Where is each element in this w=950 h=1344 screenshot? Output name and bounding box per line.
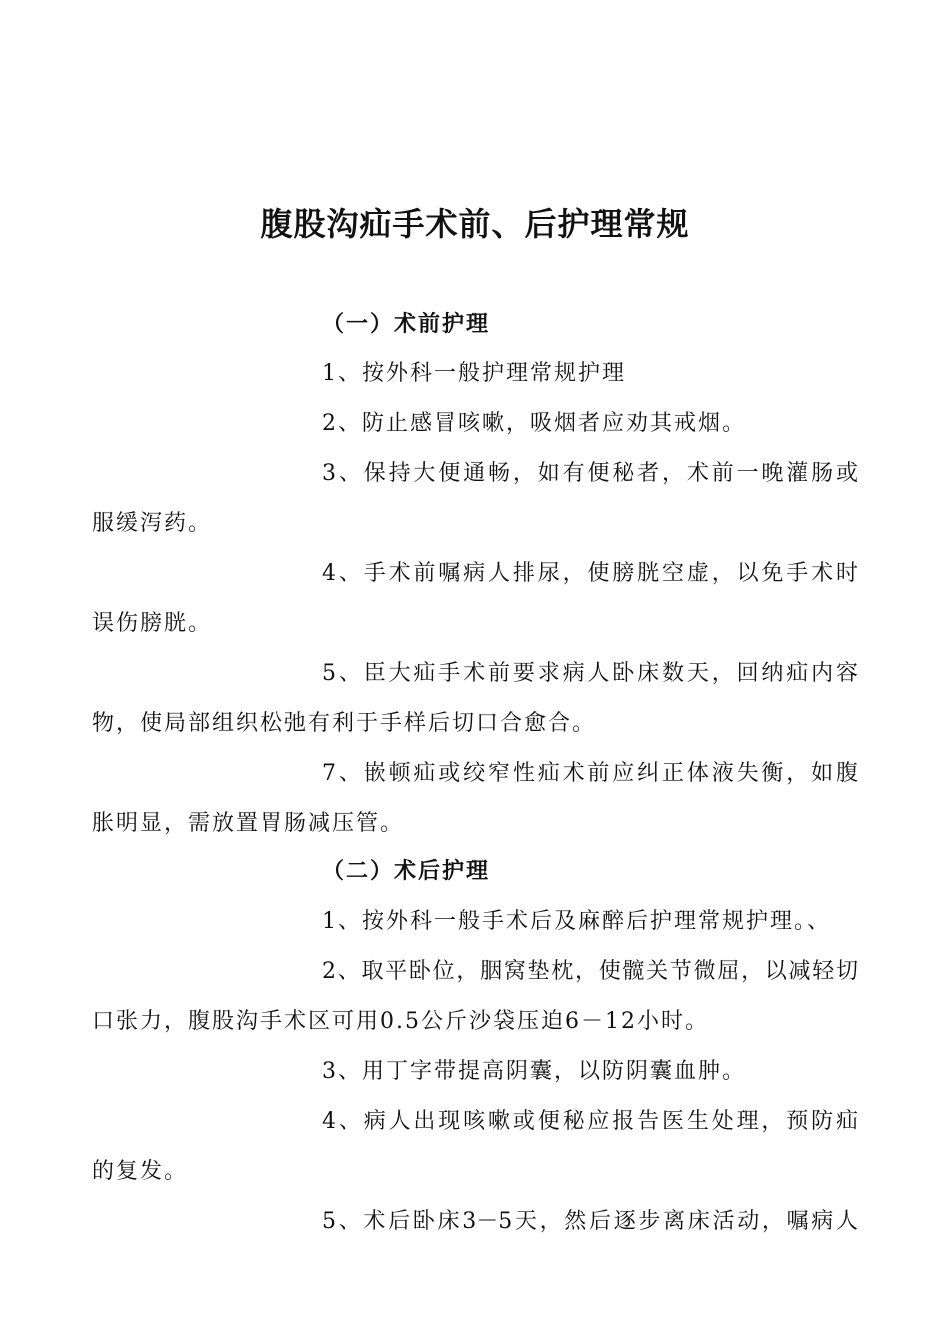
section-heading-preop: （一）术前护理 [322,312,491,337]
paragraph-line: 5、术后卧床3－5天，然后逐步离床活动，嘱病人 [322,1209,858,1234]
paragraph-line: 1、按外科一般手术后及麻醉后护理常规护理。、 [322,909,831,934]
paragraph-line: 口张力，腹股沟手术区可用0.5公斤沙袋压迫6－12小时。 [92,1009,709,1034]
paragraph-line: 胀明显，需放置胃肠减压管。 [92,811,405,836]
paragraph-line: 物，使局部组织松弛有利于手样后切口合愈合。 [92,711,597,736]
paragraph-line: 2、防止感冒咳嗽，吸烟者应劝其戒烟。 [322,411,746,436]
paragraph-line: 1、按外科一般护理常规护理 [322,361,626,386]
paragraph-line: 2、取平卧位，胭窝垫枕，使髋关节微屈，以减轻切 [322,959,858,984]
paragraph-line: 5、臣大疝手术前要求病人卧床数天，回纳疝内容 [322,661,858,686]
paragraph-line: 的复发。 [92,1159,189,1184]
paragraph-line: 3、保持大便通畅，如有便秘者，术前一晚灌肠或 [322,461,858,486]
paragraph-line: 7、嵌顿疝或绞窄性疝术前应纠正体液失衡，如腹 [322,761,858,786]
paragraph-line: 误伤膀胱。 [92,611,213,636]
paragraph-line: 服缓泻药。 [92,511,213,536]
document-title: 腹股沟疝手术前、后护理常规 [260,205,690,243]
paragraph-line: 3、用丁字带提高阴囊，以防阴囊血肿。 [322,1059,746,1084]
section-heading-postop: （二）术后护理 [322,859,491,884]
paragraph-line: 4、手术前嘱病人排尿，使膀胱空虚，以免手术时 [322,561,858,586]
paragraph-line: 4、病人出现咳嗽或便秘应报告医生处理，预防疝 [322,1109,858,1134]
